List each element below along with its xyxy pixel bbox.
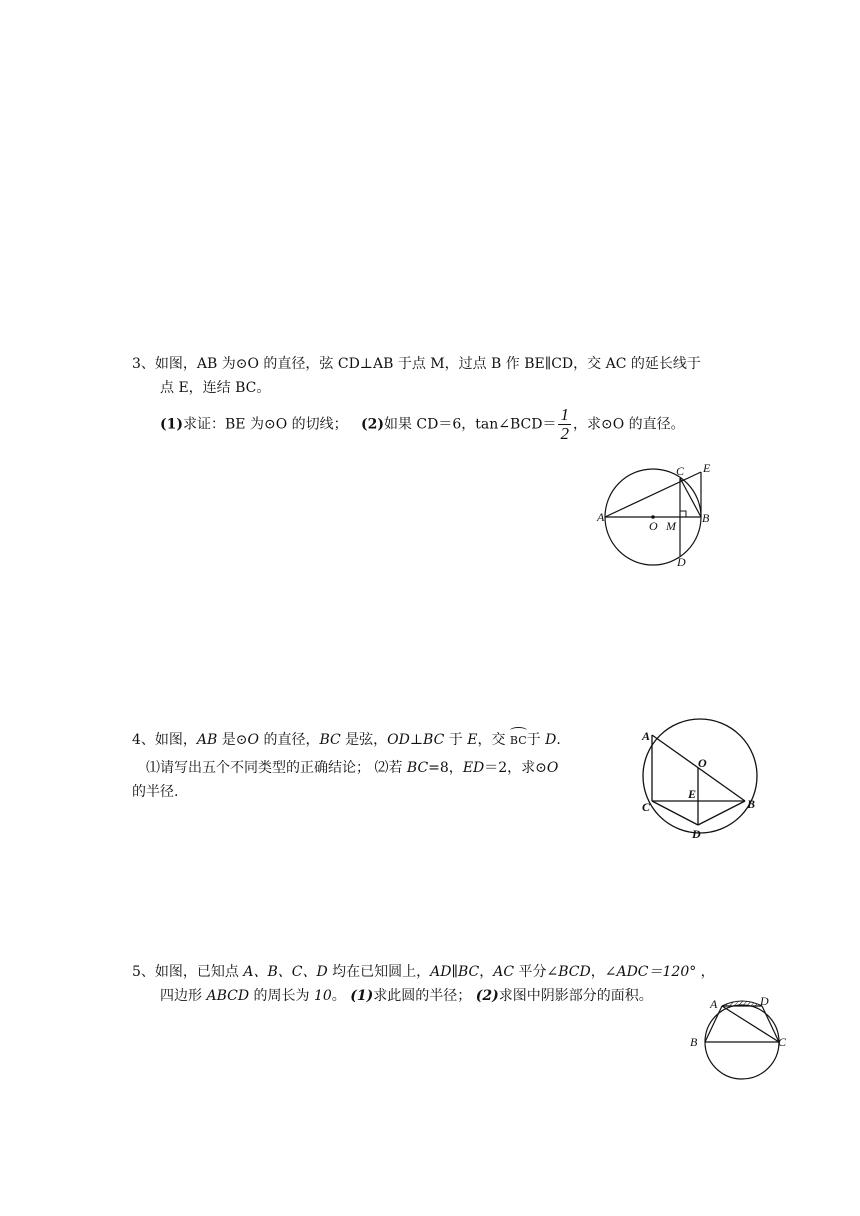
text-run: 于	[444, 732, 468, 748]
label-e: E	[703, 461, 711, 475]
label-o: O	[649, 519, 658, 533]
text-run: D	[545, 732, 557, 748]
text-run: BC	[406, 760, 429, 776]
label-d: D	[760, 994, 769, 1008]
problem-4-line-2	[146, 758, 558, 778]
label-c: C	[778, 1035, 787, 1049]
text-run: 5、如图，已知点	[132, 964, 244, 980]
text-run: 四边形	[160, 988, 207, 1004]
text-run: 是⊙	[217, 732, 248, 748]
label-a: A	[710, 997, 718, 1011]
text-run: =8，	[428, 760, 463, 776]
problem-3-line-2: 点 E，连结 BC。	[160, 380, 271, 396]
segment-bd	[698, 801, 745, 825]
text-run: AB	[196, 732, 218, 748]
text-run: ⑴请写出五个不同类型的正确结论； ⑵若	[146, 760, 407, 776]
text-run: ，∠	[590, 964, 617, 980]
problem-5-figure	[686, 994, 792, 1084]
problem-3-line-1: 3、如图，AB 为⊙O 的直径，弦 CD⊥AB 于点 M，过点 B 作 BE∥CD，交 AC 的延长线于	[132, 356, 701, 372]
text-run: ＝2，求⊙	[484, 760, 547, 776]
text-run: 于	[526, 732, 546, 748]
right-angle-mark	[680, 511, 686, 517]
text-run: 4、如图，	[132, 732, 197, 748]
label-o: O	[698, 756, 707, 770]
problem-4-figure	[638, 712, 762, 842]
problem-3-part-2-tail: ，求⊙O 的直径。	[572, 416, 685, 433]
text-run: BC	[319, 732, 341, 748]
problem-5-part-2-text: 求图中阴影部分的面积。	[498, 988, 653, 1004]
problem-3-parts	[160, 406, 685, 443]
label-m: M	[666, 519, 676, 533]
text-run: AD∥BC	[430, 964, 480, 980]
text-run: 均在已知圆上，	[327, 964, 431, 980]
text-run: OD⊥BC	[387, 732, 445, 748]
problem-3-part-2-text: 如果 CD＝6，tan∠BCD＝	[383, 416, 557, 433]
label-e: E	[688, 787, 697, 801]
problem-5-part-1-text: 求此圆的半径；	[373, 988, 476, 1004]
segment-cd	[652, 801, 698, 825]
problem-3-part-1-text: 求证：BE 为⊙O 的切线；	[183, 416, 348, 433]
text-run: 的直径，	[259, 732, 320, 748]
fraction-denominator: 2	[560, 424, 569, 443]
text-run: AC	[493, 964, 515, 980]
text-run: O	[247, 732, 259, 748]
problem-5-line-1	[132, 962, 715, 982]
problem-5-part-1-label: (1)	[350, 988, 374, 1004]
fraction-one-half	[558, 406, 571, 443]
circle-o	[643, 719, 757, 833]
text-run: 是弦，	[340, 732, 388, 748]
text-run: ，	[479, 964, 494, 980]
line-ae	[605, 472, 701, 517]
text-run: BCD	[558, 964, 591, 980]
label-a: A	[597, 510, 605, 524]
text-run: O	[546, 760, 559, 776]
text-run: 。	[331, 988, 351, 1004]
problem-3-part-2-label: (2)	[360, 416, 384, 433]
problem-4-line-3: 的半径.	[132, 784, 179, 800]
label-d: D	[692, 827, 701, 841]
text-run: E	[467, 732, 478, 748]
problem-5-part-2-label: (2)	[475, 988, 499, 1004]
fraction-numerator: 1	[560, 405, 569, 424]
text-run: ABCD	[206, 988, 250, 1004]
label-b: B	[690, 1035, 698, 1049]
text-run: ，交	[477, 732, 510, 748]
label-b: B	[702, 511, 710, 525]
problem-3-part-1-label: (1)	[160, 416, 183, 433]
arc-bc: BC	[510, 731, 527, 751]
label-b: B	[747, 797, 756, 811]
text-run: 平分∠	[514, 964, 559, 980]
problem-4-line-1	[132, 730, 561, 751]
label-c: C	[676, 464, 685, 478]
label-d: D	[677, 555, 686, 569]
text-run: .	[556, 732, 561, 748]
text-run: 10	[313, 988, 332, 1004]
text-run: ED	[462, 760, 485, 776]
text-run: ，	[696, 964, 715, 980]
label-a: A	[642, 729, 651, 743]
segment-ab	[705, 1006, 722, 1042]
text-run: A、B、C、D	[243, 964, 328, 980]
text-run: ADC＝120°	[616, 964, 697, 980]
text-run: 的周长为	[249, 988, 314, 1004]
label-c: C	[642, 800, 651, 814]
problem-3-figure	[594, 458, 724, 570]
problem-5-line-2	[160, 986, 653, 1006]
